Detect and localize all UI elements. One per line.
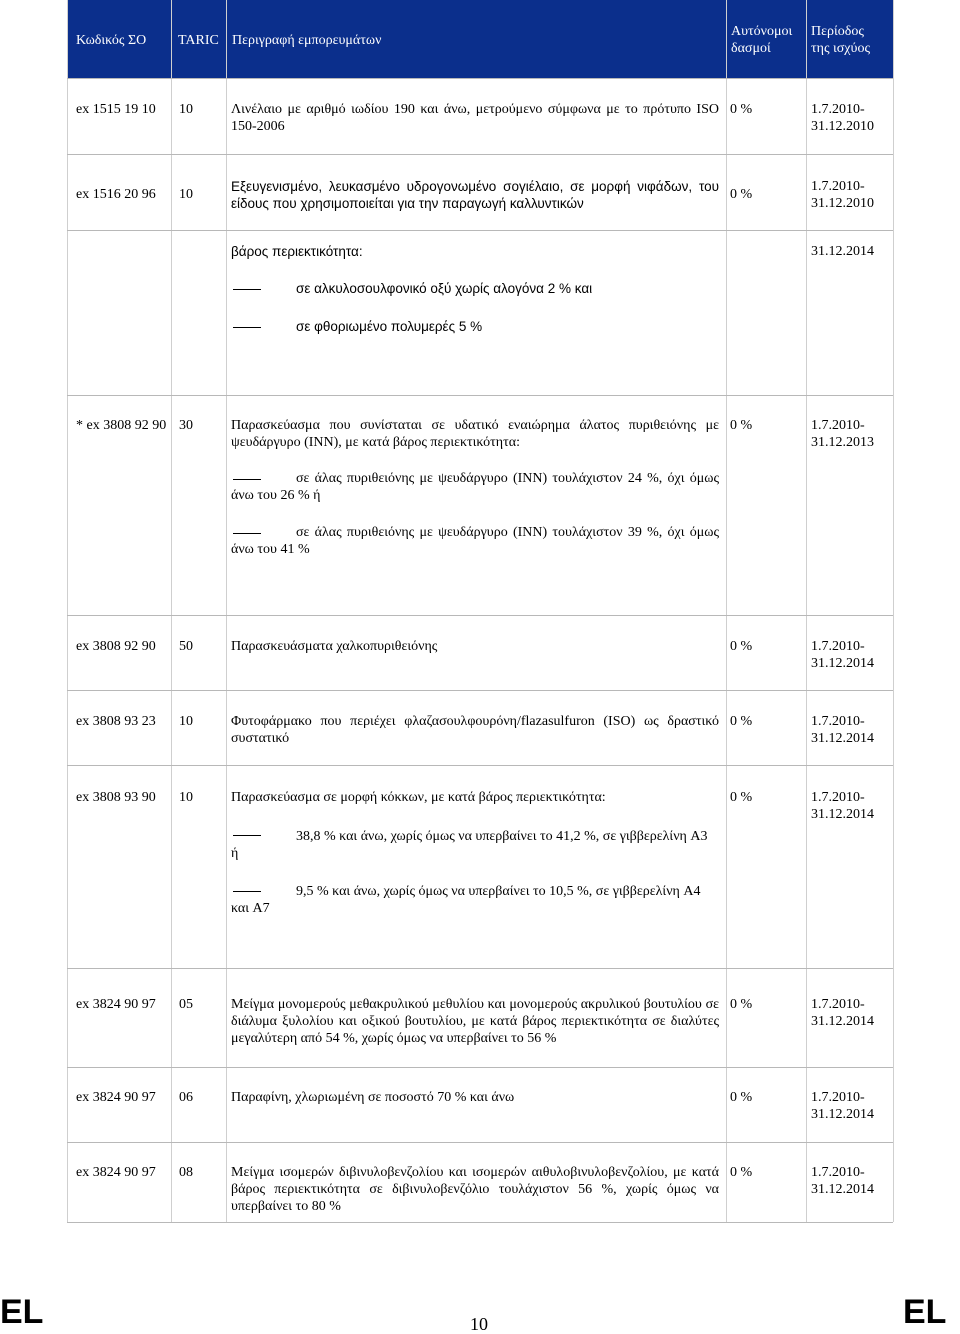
column-rule xyxy=(226,0,227,1222)
row-duty: 0 % xyxy=(730,714,753,729)
header-duty-line2: δασμοί xyxy=(731,41,771,56)
row-period-end: 31.12.2014 xyxy=(811,1014,874,1029)
row-taric: 06 xyxy=(179,1090,193,1105)
row-description: Φυτοφάρμακο που περιέχει φλαζασουλφουρόνη/flazasulfuron (ISO) ως δραστικό συστατικό xyxy=(231,714,719,746)
row-description: Λινέλαιο με αριθμό ιωδίου 190 και άνω, μετρούμενο σύμφωνα με το πρότυπο ISO 150-2006 xyxy=(231,102,719,134)
dash-marker xyxy=(233,289,261,290)
row-continuation: βάρος περιεκτικότητα: xyxy=(231,244,363,259)
row-sub-item: σε άλας πυριθειόνης με ψευδάργυρο (INN) τουλάχιστον 24 %, όχι όμως άνω του 26 % ή xyxy=(231,471,719,503)
row-taric: 10 xyxy=(179,102,193,117)
row-period-end: 31.12.2013 xyxy=(811,435,874,450)
row-rule xyxy=(67,1222,893,1223)
header-code: Κωδικός ΣΟ xyxy=(76,33,147,48)
row-sub-item-tail: ή xyxy=(231,846,239,861)
row-period-end: 31.12.2010 xyxy=(811,119,874,134)
column-rule xyxy=(806,0,807,1222)
header-duty-line1: Αυτόνομοι xyxy=(731,24,793,39)
dash-marker xyxy=(233,327,261,328)
row-rule xyxy=(67,1067,893,1068)
row-duty: 0 % xyxy=(730,187,753,202)
row-period-start: 1.7.2010- xyxy=(811,1165,865,1180)
row-description: Μείγμα ισομερών διβινυλοβενζολίου και ισομερών αιθυλοβινυλοβενζολίου, με κατά βάρος περιεκτικότητα σε διβινυλοβενζόλιο τουλάχιστον 56 %, χωρίς όμως να υπερβαίνει το 80 % xyxy=(231,1165,719,1214)
row-period-start: 1.7.2010- xyxy=(811,639,865,654)
row-code: ex 3824 90 97 xyxy=(76,997,156,1012)
dash-marker xyxy=(233,891,261,892)
row-description: Παρασκεύασμα σε μορφή κόκκων, με κατά βάρος περιεκτικότητα: xyxy=(231,790,606,805)
row-period-start: 1.7.2010- xyxy=(811,714,865,729)
row-code: ex 3808 93 90 xyxy=(76,790,156,805)
row-sub-item: σε αλκυλοσουλφονικό οξύ χωρίς αλογόνα 2 % και xyxy=(296,281,593,296)
row-description: Παρασκευάσματα χαλκοπυριθειόνης xyxy=(231,639,438,654)
row-rule xyxy=(67,690,893,691)
row-rule xyxy=(67,154,893,155)
footer-language-right: EL xyxy=(903,1293,947,1331)
row-taric: 10 xyxy=(179,790,193,805)
row-rule xyxy=(67,615,893,616)
row-description: Μείγμα μονομερούς μεθακρυλικού μεθυλίου και μονομερούς ακρυλικού βουτυλίου σε διάλυμα ξυλολίου και οξικού βουτυλίου, με κατά βάρος περιεκτικότητα σε διαλύτες μεγαλύτερη από 54 %, χωρίς όμως να υπερβαίνει το 56 % xyxy=(231,997,719,1046)
row-period-start: 1.7.2010- xyxy=(811,418,865,433)
row-taric: 30 xyxy=(179,418,193,433)
row-code: ex 3824 90 97 xyxy=(76,1090,156,1105)
row-period-start: 1.7.2010- xyxy=(811,102,865,117)
row-taric: 10 xyxy=(179,714,193,729)
row-rule xyxy=(67,230,893,231)
page-number: 10 xyxy=(470,1314,488,1334)
row-rule xyxy=(67,765,893,766)
row-continuation-period: 31.12.2014 xyxy=(811,244,874,259)
row-description: Εξευγενισμένο, λευκασμένο υδρογονωμένο σογιέλαιο, σε μορφή νιφάδων, του είδους που χρησιμοποιείται για την παραγωγή καλλυντικών xyxy=(231,179,719,211)
row-period-start: 1.7.2010- xyxy=(811,179,865,194)
header-period-line2: της ισχύος xyxy=(811,41,870,56)
row-duty: 0 % xyxy=(730,418,753,433)
footer-language-left: EL xyxy=(0,1293,44,1331)
row-period-end: 31.12.2014 xyxy=(811,1107,874,1122)
row-period-end: 31.12.2014 xyxy=(811,1182,874,1197)
column-rule xyxy=(893,0,894,1222)
row-sub-item: 38,8 % και άνω, χωρίς όμως να υπερβαίνει το 41,2 %, σε γιββερελίνη A3 xyxy=(296,829,708,844)
row-period-start: 1.7.2010- xyxy=(811,997,865,1012)
column-rule xyxy=(67,0,68,1222)
row-sub-item: σε άλας πυριθειόνης με ψευδάργυρο (INN) τουλάχιστον 39 %, όχι όμως άνω του 41 % xyxy=(231,525,719,557)
column-rule xyxy=(171,0,172,1222)
row-taric: 05 xyxy=(179,997,193,1012)
row-period-start: 1.7.2010- xyxy=(811,1090,865,1105)
row-duty: 0 % xyxy=(730,997,753,1012)
header-description: Περιγραφή εμπορευμάτων xyxy=(232,33,382,48)
row-period-end: 31.12.2010 xyxy=(811,196,874,211)
row-description: Παρασκεύασμα που συνίσταται σε υδατικό εναιώρημα άλατος πυριθειόνης με ψευδάργυρο (INN), με κατά βάρος περιεκτικότητα: xyxy=(231,418,719,450)
row-description: Παραφίνη, χλωριωμένη σε ποσοστό 70 % και άνω xyxy=(231,1090,515,1105)
row-code: ex 3824 90 97 xyxy=(76,1165,156,1180)
row-rule xyxy=(67,78,893,79)
row-period-start: 1.7.2010- xyxy=(811,790,865,805)
row-code: ex 3808 93 23 xyxy=(76,714,156,729)
row-duty: 0 % xyxy=(730,1090,753,1105)
row-period-end: 31.12.2014 xyxy=(811,731,874,746)
table-header xyxy=(67,0,893,78)
row-sub-item: 9,5 % και άνω, χωρίς όμως να υπερβαίνει το 10,5 %, σε γιββερελίνη A4 xyxy=(296,884,701,899)
row-code: ex 1515 19 10 xyxy=(76,102,156,117)
row-duty: 0 % xyxy=(730,639,753,654)
row-code: ex 1516 20 96 xyxy=(76,187,156,202)
row-duty: 0 % xyxy=(730,102,753,117)
row-rule xyxy=(67,968,893,969)
row-period-end: 31.12.2014 xyxy=(811,656,874,671)
row-duty: 0 % xyxy=(730,1165,753,1180)
row-rule xyxy=(67,1142,893,1143)
row-rule xyxy=(67,395,893,396)
row-period-end: 31.12.2014 xyxy=(811,807,874,822)
dash-marker xyxy=(233,835,261,836)
row-code: * ex 3808 92 90 xyxy=(76,418,167,433)
row-duty: 0 % xyxy=(730,790,753,805)
column-rule xyxy=(726,0,727,1222)
row-taric: 10 xyxy=(179,187,193,202)
row-sub-item: σε φθοριωμένο πολυμερές 5 % xyxy=(296,319,483,334)
row-taric: 08 xyxy=(179,1165,193,1180)
row-sub-item-tail: και A7 xyxy=(231,901,270,916)
row-taric: 50 xyxy=(179,639,193,654)
header-period-line1: Περίοδος xyxy=(811,24,864,39)
row-code: ex 3808 92 90 xyxy=(76,639,156,654)
header-taric: TARIC xyxy=(178,33,219,48)
